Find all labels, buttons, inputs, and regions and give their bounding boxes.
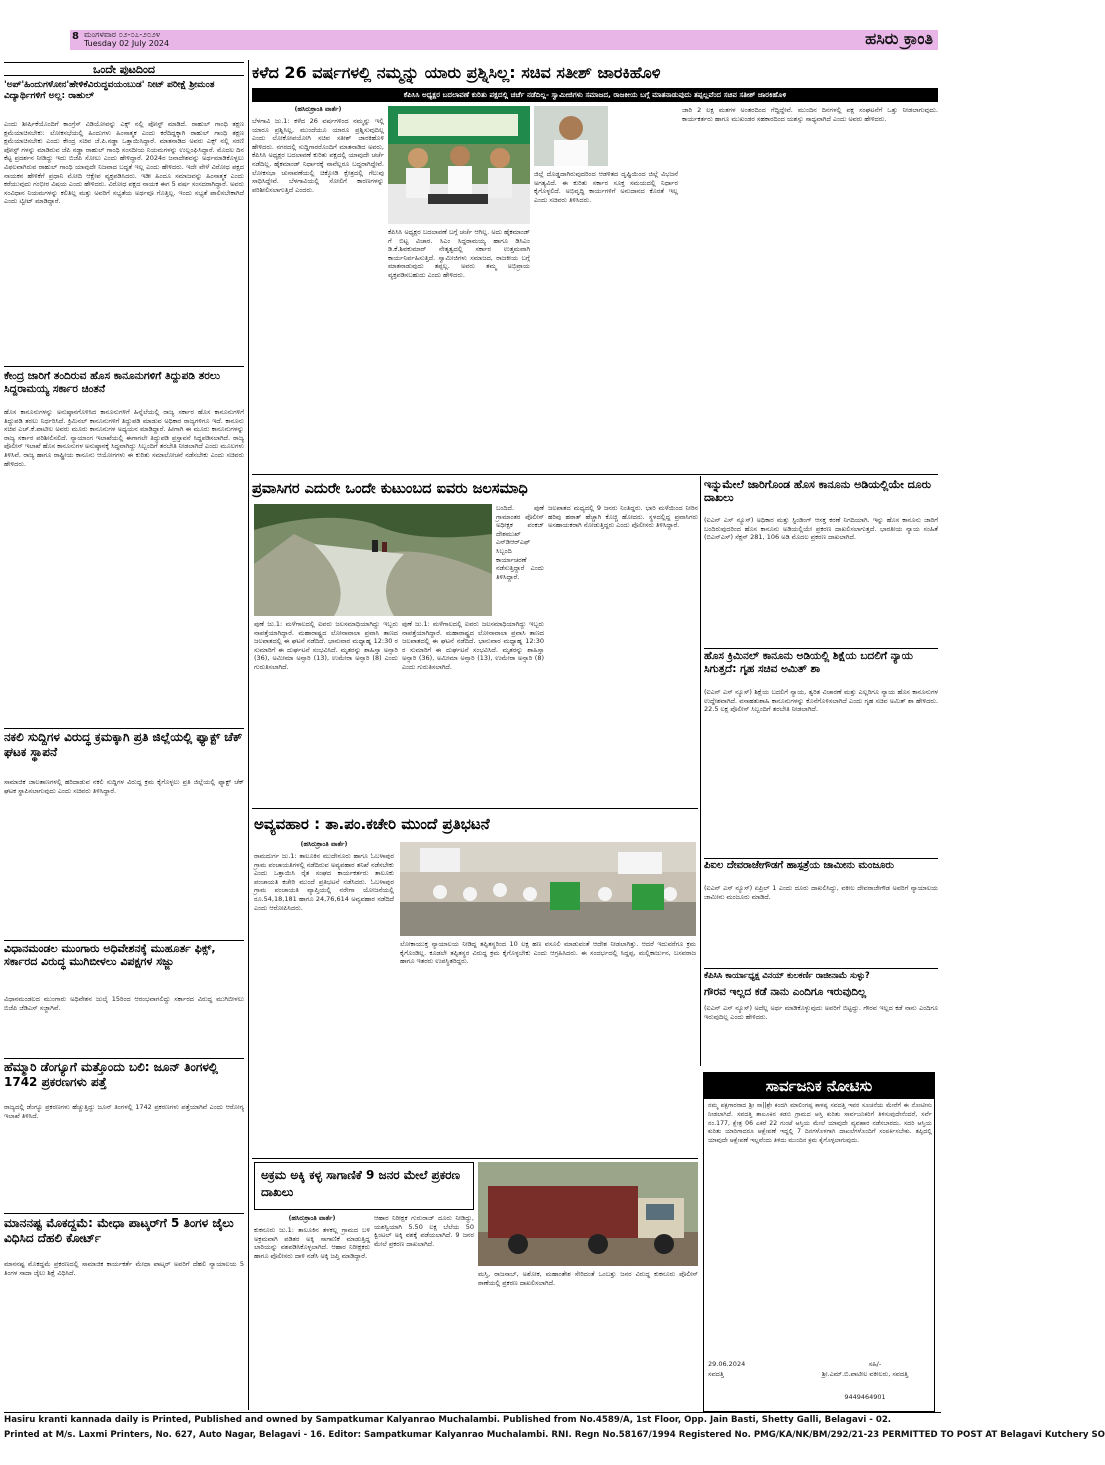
article-respect: (ಐಎನ್ ಎಸ್ ನ್ಯೂಸ್) ಅದೆಲ್ಲ ಅರ್ಥ ಮಾಡಿಕೊಳ್ಳುವುದು ಅವರಿಗೆ ಬಿಟ್ಟದ್ದು. ಗೌರವ ಇಲ್ಲದ ಕಡೆ ನಾನು ಎಂದಿಗೂ ಇರುವುದಿಲ್ಲ ಎಂದು ಹೇಳಿದರು. <box>704 1004 938 1021</box>
footer-rule <box>4 1412 941 1413</box>
protest-body-col2: ಲೋಕಾಯುಕ್ತ ನ್ಯಾಯಾಲಯ ನೀಡಿದ್ದ ತಪ್ಪಿತಸ್ಥರಿಂದ 10 ಲಕ್ಷ ಹಣ ವಸೂಲಿ ಮಾಡುವಂತೆ ಆದೇಶ ನೀಡಲಾಗಿತ್ತು. ಆದರೆ ಇದುವರೆಗೂ ಕ್ರಮ ಕೈಗೊಂಡಿಲ್ಲ. ಕೂಡಲೇ ತಪ್ಪಿತಸ್ಥರ ವಿರುದ್ಧ ಕ್ರಮ ಕೈಗೊಳ್ಳಬೇಕು ಎಂದು ಆಗ್ರಹಿಸಿದರು. ಈ ಸಂದರ್ಭದಲ್ಲಿ ಸಿದ್ದಪ್ಪ, ಮಲ್ಲಿಕಾರ್ಜುನ, ಬಸವರಾಜ ಹಾಗೂ ಇತರರು ಉಪಸ್ಥಿತರಿದ್ದರು. <box>400 940 696 966</box>
divider <box>704 648 938 649</box>
lead-body-col1: ಬೆಳಗಾವಿ ಜು.1: ಕಳೆದ 26 ವರ್ಷಗಳಿಂದ ನಮ್ಮನ್ನು ಇಲ್ಲಿ ಯಾರೂ ಪ್ರಶ್ನಿಸಿಲ್ಲ, ಮುಂದೆಯೂ ಯಾರೂ ಪ್ರಶ್ನಿಸುವುದಿಲ್ಲ ಎಂದು ಲೋಕೋಪಯೋಗಿ ಸಚಿವ ಸತೀಶ್ ಜಾರಕಿಹೊಳಿ ಹೇಳಿದರು. ನಗರದಲ್ಲಿ ಸುದ್ದಿಗಾರರೊಂದಿಗೆ ಮಾತನಾಡಿದ ಅವರು, ಕೆಪಿಸಿಸಿ ಅಧ್ಯಕ್ಷರ ಬದಲಾವಣೆ ಕುರಿತು ಪಕ್ಷದಲ್ಲಿ ಯಾವುದೇ ಚರ್ಚೆ ನಡೆದಿಲ್ಲ. ಹೈಕಮಾಂಡ್ ನಿರ್ಧಾರಕ್ಕೆ ನಾವೆಲ್ಲರೂ ಬದ್ಧರಾಗಿದ್ದೇವೆ. ಲೋಕಸಭಾ ಚುನಾವಣೆಯಲ್ಲಿ ಚಿಕ್ಕೋಡಿ ಕ್ಷೇತ್ರದಲ್ಲಿ ಗೆಲುವು ಸಾಧಿಸಿದ್ದೇವೆ. ಬೆಳಗಾವಿಯಲ್ಲಿ ಸೋಲಿಗೆ ಕಾರಣಗಳನ್ನು ಪರಿಶೀಲಿಸಲಾಗುತ್ತಿದೆ ಎಂದರು. <box>252 117 384 194</box>
article-rahul: ಎಂದು ಶೀರ್ಷಿಕೆಯೊಂದಿಗೆ ಕಾಂಗ್ರೆಸ್ ವಿಡಿಯೋವನ್ನು ಎಕ್ಸ್ ನಲ್ಲಿ ಪೋಸ್ಟ್ ಮಾಡಿದೆ. ರಾಹುಲ್ ಗಾಂಧಿ ತಕ್ಷಣ ಕ್ಷಮೆಯಾಚಿಸಬೇಕು: ಲೋಕಸಭೆಯಲ್ಲಿ ಹಿಂದುಗಳು ಹಿಂಸಾತ್ಮಕ ಎಂದು ಕರೆದಿದ್ದಕ್ಕಾಗಿ ರಾಹುಲ್ ಗಾಂಧಿ ತಕ್ಷಣ ಕ್ಷಮೆಯಾಚಿಸಬೇಕು ಎಂದು ಕೇಂದ್ರ ಸಚಿವ ಜೆ.ಪಿ.ನಡ್ಡಾ ಒತ್ತಾಯಿಸಿದ್ದಾರೆ. ಮಾತನಾಡಿದ ಅವರು ಎಕ್ಸ್ ನಲ್ಲಿ ಸರಣಿ ಪೋಸ್ಟ್ ಗಳನ್ನು ಮಾಡಿರುವ ಜೆಪಿ ನಡ್ಡಾ ರಾಹುಲ್ ಗಾಂಧಿ ಸಂಸದೀಯ ನಿಯಮಗಳನ್ನು ಉಲ್ಲಂಘಿಸಿದ್ದಾರೆ. ಮೊದಲ ದಿನ ಕೆಟ್ಟ ಪ್ರದರ್ಶನ ನೀಡಿದ್ದು ಇದು ಬಿಜೆಪಿ ಸೋಲು ಎಂದು ಹೇಳಿದ್ದಾರೆ. 2024ರ ಜನಾದೇಶವನ್ನು ಅರ್ಥಮಾಡಿಕೊಳ್ಳಲು ವಿಫಲವಾಗಿರುವ ರಾಹುಲ್ ಗಾಂಧಿ ಯಾವುದೇ ನಿಜವಾದ ಬದ್ಧತೆ ಇಲ್ಲ ಎಂದು ಹೇಳಿದರು. ಇದೇ ವೇಳೆ ವಿರೋಧ ಪಕ್ಷದ ನಾಯಕನ ಹೇಳಿಕೆಗೆ ಪ್ರಧಾನಿ ಮೋದಿ ಆಕ್ಷೇಪ ವ್ಯಕ್ತಪಡಿಸಿದರು. ಇಡೀ ಹಿಂದೂ ಸಮಾಜವನ್ನು ಹಿಂಸಾತ್ಮಕ ಎಂದು ಕರೆಯುವುದು ಗಂಭೀರ ವಿಷಯ ಎಂದು ಹೇಳಿದರು. ವಿರೋಧ ಪಕ್ಷದ ನಾಯಕ ಈಗ 5 ವರ್ಷ ಸಂಸದರಾಗಿದ್ದಾರೆ. ಅವರು ಸಂವಿಧಾನ ನಿಯಮಗಳನ್ನು ಕಲಿತಿಲ್ಲ ಮತ್ತು ಅವರಿಗೆ ಸಭ್ಯತೆಯ ಅರ್ಥವೂ ಗೊತ್ತಿಲ್ಲ. ಇಂದು ಸಭ್ಯತೆ ಪಾಲಿಸಬೇಕಾಗಿದೆ ಎಂದು ಟ್ವೀಟ್ ಮಾಡಿದ್ದಾರೆ. <box>4 120 244 206</box>
divider <box>252 1158 698 1159</box>
lead-dateline: (ಹಸಿರುಕ್ರಾಂತಿ ವಾರ್ತೆ) <box>294 105 342 113</box>
article-devarajegowda: (ಐಎನ್ ಎಸ್ ನ್ಯೂಸ್) ಏಪ್ರಿಲ್ 1 ಎಂದು ದೂರು ದಾಖಲಿಸಿದ್ದು, ವಕೀಲ ದೇವರಾಜೇಗೌಡ ಅವರಿಗೆ ನ್ಯಾಯಾಲಯ ಜಾಮೀನು ಮಂಜೂರು ಮಾಡಿದೆ. <box>704 884 938 901</box>
protest-dateline: (ಹಸಿರುಕ್ರಾಂತಿ ವಾರ್ತೆ) <box>300 840 348 848</box>
divider <box>4 728 244 729</box>
page-number: 8 <box>72 31 79 42</box>
notice-signature: ಸಹಿ/- <box>868 1360 882 1368</box>
headline-new-law-fir: ಇನ್ನುಮೇಲೆ ಜಾರಿಗೊಂಡ ಹೊಸ ಕಾನೂನು ಅಡಿಯಲ್ಲಿಯೇ ದೂರು ದಾಖಲು <box>704 478 932 505</box>
notice-advocate: ಶ್ರೀ.ಎಮ್.ಬಿ.ಪಾಟೀಲ ವಕೀಲರು, ಸವದತ್ತಿ <box>821 1370 909 1378</box>
notice-body: ನಮ್ಮ ಪಕ್ಷಗಾರರಾದ ಶ್ರೀ ಸಾ||ಶ್ರೇ ಕಂದಗಿ ಮಾಲಿಂಗಪ್ಪ ಕಾಳಪ್ಪ ಸವದತ್ತಿ ಇವರ ಸೂಚನೆಯ ಮೇರೆಗೆ ಈ ನೋಟೀಸು ನೀಡಲಾಗಿದೆ. ಸವದತ್ತಿ ತಾಲೂಕಿನ ಕಡಬಿ ಗ್ರಾಮದ ಆಸ್ತಿ ಕುರಿತು ಸಾರ್ವಜನಿಕರಿಗೆ ತಿಳಿಸುವುದೇನೆಂದರೆ, ಸರ್ವೆ ನಂ.177, ಕ್ಷೇತ್ರ 06 ಎಕರೆ 22 ಗುಂಟೆ ಆಸ್ತಿಯ ಮೇಲೆ ಯಾವುದೇ ವ್ಯವಹಾರ ನಡೆಸಬಾರದು. ಸದರಿ ಆಸ್ತಿಯ ಕುರಿತು ಯಾರಿಗಾದರೂ ಆಕ್ಷೇಪಣೆ ಇದ್ದಲ್ಲಿ 7 ದಿನಗಳೊಳಗಾಗಿ ದಾಖಲೆಗಳೊಂದಿಗೆ ಸಂಪರ್ಕಿಸಬೇಕು. ತಪ್ಪಿದಲ್ಲಿ ಯಾವುದೇ ಆಕ್ಷೇಪಣೆ ಇಲ್ಲವೆಂದು ತಿಳಿದು ಮುಂದಿನ ಕ್ರಮ ಕೈಗೊಳ್ಳಲಾಗುವುದು. <box>708 1102 932 1145</box>
divider <box>704 968 938 969</box>
headline-respect: ಗೌರವ ಇಲ್ಲದ ಕಡೆ ನಾನು ಎಂದಿಗೂ ಇರುವುದಿಲ್ಲ <box>704 986 867 998</box>
minister-portrait <box>534 106 608 166</box>
lead-body-col2: ಕೆಪಿಸಿಸಿ ಅಧ್ಯಕ್ಷರ ಬದಲಾವಣೆ ಬಗ್ಗೆ ಚರ್ಚೆ ಆಗಿಲ್ಲ. ಅದು ಹೈಕಮಾಂಡ್ ಗೆ ಬಿಟ್ಟ ವಿಚಾರ. ಸಿಎಂ ಸಿದ್ದರಾಮಯ್ಯ ಹಾಗೂ ಡಿಸಿಎಂ ಡಿ.ಕೆ.ಶಿವಕುಮಾರ್ ನೇತೃತ್ವದಲ್ಲಿ ಸರ್ಕಾರ ಉತ್ತಮವಾಗಿ ಕಾರ್ಯನಿರ್ವಹಿಸುತ್ತಿದೆ. ಸ್ವಾಮೀಜಿಗಳು ಸಮಾಜದ, ರಾಜಕೀಯ ಬಗ್ಗೆ ಮಾತನಾಡುವುದು ತಪ್ಪಲ್ಲ. ಅವರು ತಮ್ಮ ಅಭಿಪ್ರಾಯ ವ್ಯಕ್ತಪಡಿಸಬಹುದು ಎಂದು ಹೇಳಿದರು. <box>388 228 530 279</box>
flood-body-side: ಬಂದಿದೆ. ಪುಣೆ ಗ್ರಾಮಾಂತರ ಪೊಲೀಸ್ ಅಧೀಕ್ಷಕ ಪಂಕಜ್ ದೇಶಮುಖ್ ಎನ್‌ಡಿಆರ್‌ಎಫ್ ಸಿಬ್ಬಂದಿ ಕಾರ್ಯಾಚರಣೆ ನಡೆಸುತ್ತಿದ್ದಾರೆ ಎಂದು ತಿಳಿಸಿದ್ದಾರೆ. <box>496 504 544 581</box>
flood-body-col1: ಪುಣೆ ಜು.1: ಮಳೆಗಾಲದಲ್ಲಿ ಐವರು ಜಲಸಮಾಧಿಯಾಗಿದ್ದು ಇಬ್ಬರು ನಾಪತ್ತೆಯಾಗಿದ್ದಾರೆ. ಮಹಾರಾಷ್ಟ್ರದ ಲೋನಾವಾಲಾ ಪ್ರವಾಸಿ ತಾಣದ ಜಲಪಾತದಲ್ಲಿ ಈ ಘಟನೆ ನಡೆದಿದೆ. ಭಾನುವಾರ ಮಧ್ಯಾಹ್ನ 12:30 ರ ಸುಮಾರಿಗೆ ಈ ದುರ್ಘಟನೆ ಸಂಭವಿಸಿದೆ. ಮೃತರನ್ನು ಶಾಹಿಸ್ತಾ ಅನ್ಸಾರಿ (36), ಅಮೀಮಾ ಅನ್ಸಾರಿ (13), ಉಮೇರಾ ಅನ್ಸಾರಿ (8) ಎಂದು ಗುರುತಿಸಲಾಗಿದೆ. <box>254 620 398 671</box>
divider <box>4 1058 244 1059</box>
protest-body-col1: ರಾಮದುರ್ಗ ಜು.1: ತಾಲೂಕಿನ ಮುದೇನೂರು ಹಾಗೂ ಓಬಳಾಪುರ ಗ್ರಾಮ ಪಂಚಾಯತಿಗಳಲ್ಲಿ ನಡೆದಿರುವ ಅವ್ಯವಹಾರ ತನಿಖೆ ನಡೆಸಬೇಕು ಎಂದು ಒತ್ತಾಯಿಸಿ ರೈತ ಸಂಘದ ಕಾರ್ಯಕರ್ತರು ತಾಲೂಕು ಪಂಚಾಯತಿ ಕಚೇರಿ ಮುಂದೆ ಪ್ರತಿಭಟನೆ ನಡೆಸಿದರು. ಓಬಳಾಪುರ ಗ್ರಾಮ ಪಂಚಾಯತಿ ವ್ಯಾಪ್ತಿಯಲ್ಲಿ ನರೇಗಾ ಯೋಜನೆಯಲ್ಲಿ ರೂ.54,18,181 ಹಾಗೂ 24,76,614 ಅವ್ಯವಹಾರ ನಡೆದಿದೆ ಎಂದು ಆರೋಪಿಸಿದರು. <box>254 852 394 912</box>
article-fact-check: ಸಾಮಾಜಿಕ ಜಾಲತಾಣಗಳಲ್ಲಿ ಹರಿದಾಡುವ ನಕಲಿ ಸುದ್ದಿಗಳ ವಿರುದ್ಧ ಕ್ರಮ ಕೈಗೊಳ್ಳಲು ಪ್ರತಿ ಜಿಲ್ಲೆಯಲ್ಲಿ ಫ್ಯಾಕ್ಟ್ ಚೆಕ್ ಘಟಕ ಸ್ಥಾಪಿಸಲಾಗುವುದು ಎಂದು ಸಚಿವರು ತಿಳಿಸಿದ್ದಾರೆ. <box>4 778 244 795</box>
flood-spacer <box>254 480 256 482</box>
notice-phone: 9449464901 <box>844 1393 886 1401</box>
divider <box>4 940 244 941</box>
lead-body-col3: ಜಿಲ್ಲೆ ದೊಡ್ಡದಾಗಿರುವುದರಿಂದ ಆಡಳಿತದ ದೃಷ್ಟಿಯಿಂದ ಜಿಲ್ಲೆ ವಿಭಜನೆ ಅಗತ್ಯವಿದೆ. ಈ ಕುರಿತು ಸರ್ಕಾರ ಸೂಕ್ತ ಸಮಯದಲ್ಲಿ ನಿರ್ಧಾರ ಕೈಗೊಳ್ಳಲಿದೆ. ಅಭಿವೃದ್ಧಿ ಕಾರ್ಯಗಳಿಗೆ ಅನುದಾನದ ಕೊರತೆ ಇಲ್ಲ ಎಂದು ಸಚಿವರು ತಿಳಿಸಿದರು. <box>534 170 678 204</box>
footer-imprint-line2: Printed at M/s. Laxmi Printers, No. 627, Auto Nagar, Belagavi - 16. Editor: Sampatkumar Kalyanrao Muchalambi. RNI. Regn No.58167/1994 Registered No. PMG/KA/NK/BM/292/21-23 PERMITTED TO POST AT Belagavi Kutchery SO <box>4 1430 1105 1440</box>
masthead: ಹಸಿರು ಕ್ರಾಂತಿ <box>865 29 933 48</box>
article-new-laws: ಹೊಸ ಕಾನೂನುಗಳನ್ನು ಅನುಷ್ಠಾನಗೊಳಿಸಿದ ಕಾನೂನುಗಳಿಗೆ ಹಿನ್ನೆಲೆಯಲ್ಲಿ ರಾಜ್ಯ ಸರ್ಕಾರ ಹೊಸ ಕಾನೂನುಗಳಿಗೆ ತಿದ್ದುಪಡಿ ತರಲು ನಿರ್ಧರಿಸಿದೆ. ಕ್ರಿಮಿನಲ್ ಕಾನೂನುಗಳಿಗೆ ತಿದ್ದುಪಡಿ ಮಾಡುವ ಅಧಿಕಾರ ರಾಜ್ಯಗಳಿಗೂ ಇದೆ. ಕಾನೂನು ಸಚಿವ ಎಚ್.ಕೆ.ಪಾಟೀಲ ಅವರು ಮೂರು ಕಾನೂನುಗಳ ಅಧ್ಯಯನ ಮಾಡಿದ್ದಾರೆ. ಹೀಗಾಗಿ ಈ ಮೂರು ಕಾನೂನುಗಳನ್ನು ರಾಜ್ಯ ಸರ್ಕಾರ ಪರಿಶೀಲಿಸಲಿದೆ. ನ್ಯಾಯಾಂಗ ಇಲಾಖೆಯಲ್ಲಿ ಈಗಾಗಲೇ ತಿದ್ದುಪಡಿ ಪ್ರಸ್ತಾವನೆ ಸಿದ್ಧಪಡಿಸಲಾಗಿದೆ. ರಾಜ್ಯ ಪೊಲೀಸ್ ಇಲಾಖೆ ಹೊಸ ಕಾನೂನುಗಳ ಅನುಷ್ಠಾನಕ್ಕೆ ಸಿದ್ಧವಾಗಿದ್ದು ಸಿಬ್ಬಂದಿಗೆ ತರಬೇತಿ ನೀಡಲಾಗಿದೆ ಎಂದು ಮೂಲಗಳು ತಿಳಿಸಿವೆ. ರಾಜ್ಯ ಹಾಗೂ ರಾಷ್ಟ್ರೀಯ ಕಾನೂನು ಆಯೋಗಗಳು ಈ ಕುರಿತು ಸಮಾಲೋಚನೆ ನಡೆಸಬೇಕು ಎಂದು ಸಚಿವರು ಹೇಳಿದರು. <box>4 408 244 468</box>
headline-devarajegowda: ಪಿಐಲ ದೇವರಾಜೇಗೌಡಗೆ ಹಾಸ್ಪತ್ರೆಯ ಜಾಮೀನು ಮಂಜೂರು <box>704 860 894 871</box>
rice-headline-box <box>254 1162 474 1210</box>
lead-body-col4: ಜಾರಿ 2 ಲಕ್ಷ ಮತಗಳ ಅಂತರದಿಂದ ಗೆದ್ದಿದ್ದೇವೆ. ಮುಂದಿನ ದಿನಗಳಲ್ಲಿ ಪಕ್ಷ ಸಂಘಟನೆಗೆ ಒತ್ತು ನೀಡಲಾಗುವುದು. ಕಾರ್ಯಕರ್ತರು ಹಾಗೂ ಮುಖಂಡರ ಸಹಕಾರದಿಂದ ಯಶಸ್ಸು ಸಾಧ್ಯವಾಗಿದೆ ಎಂದು ಅವರು ಹೇಳಿದರು. <box>682 106 938 123</box>
notice-title: ಸಾರ್ವಜನಿಕ ನೋಟಿಸು <box>704 1073 934 1099</box>
lead-headline: ಕಳೆದ 26 ವರ್ಷಗಳಲ್ಲಿ ನಮ್ಮನ್ನು ಯಾರು ಪ್ರಶ್ನಿಸಿಲ್ಲ: ಸಚಿವ ಸತೀಶ್ ಜಾರಕಿಹೊಳಿ <box>252 63 661 82</box>
lead-press-photo <box>388 106 530 224</box>
divider <box>252 474 938 475</box>
protest-photo <box>400 842 696 936</box>
section-label: ಒಂದೇ ಪುಟದಿಂದ <box>4 62 244 76</box>
article-session: ವಿಧಾನಮಂಡಲದ ಮುಂಗಾರು ಅಧಿವೇಶನ ಜುಲೈ 15ರಿಂದ ಆರಂಭವಾಗಲಿದ್ದು ಸರ್ಕಾರದ ವಿರುದ್ಧ ಮುಗಿಬೀಳಲು ಬಿಜೆಪಿ ಜೆಡಿಎಸ್ ಸಜ್ಜಾಗಿವೆ. <box>4 995 244 1012</box>
column-rule <box>700 476 701 1066</box>
rice-body-col3: ಮಸ್ತಿ, ರಾಜಸಾಬ್, ಅಶೋಕ, ಮಹಾಂತೇಶ ಸೇರಿದಂತೆ ಒಂಬತ್ತು ಜನರ ವಿರುದ್ಧ ಕುಕನೂರು ಪೊಲೀಸ್ ಠಾಣೆಯಲ್ಲಿ ಪ್ರಕರಣ ದಾಖಲಿಸಲಾಗಿದೆ. <box>478 1270 698 1287</box>
date-english: Tuesday 02 July 2024 <box>84 39 170 48</box>
flood-body-col2: ಪುಣೆ ಜು.1: ಮಳೆಗಾಲದಲ್ಲಿ ಐವರು ಜಲಸಮಾಧಿಯಾಗಿದ್ದು ಇಬ್ಬರು ನಾಪತ್ತೆಯಾಗಿದ್ದಾರೆ. ಮಹಾರಾಷ್ಟ್ರದ ಲೋನಾವಾಲಾ ಪ್ರವಾಸಿ ತಾಣದ ಜಲಪಾತದಲ್ಲಿ ಈ ಘಟನೆ ನಡೆದಿದೆ. ಭಾನುವಾರ ಮಧ್ಯಾಹ್ನ 12:30 ರ ಸುಮಾರಿಗೆ ಈ ದುರ್ಘಟನೆ ಸಂಭವಿಸಿದೆ. ಮೃತರನ್ನು ಶಾಹಿಸ್ತಾ ಅನ್ಸಾರಿ (36), ಅಮೀಮಾ ಅನ್ಸಾರಿ (13), ಉಮೇರಾ ಅನ್ಸಾರಿ (8) ಎಂದು ಗುರುತಿಸಲಾಗಿದೆ. <box>402 620 544 671</box>
rice-body-col2: ಆಹಾರ ನಿರೀಕ್ಷಕ ಗುರುರಾಜ್ ದೂರು ನೀಡಿದ್ದು, ಯಶಸ್ವಿಯಾಗಿ 5.50 ಲಕ್ಷ ಬೆಲೆಯ 50 ಕ್ವಿಂಟಲ್ ಅಕ್ಕಿ ವಶಕ್ಕೆ ಪಡೆಯಲಾಗಿದೆ. 9 ಜನರ ಮೇಲೆ ಪ್ರಕರಣ ದಾಖಲಾಗಿದೆ. <box>374 1214 474 1248</box>
headline-dengue: ಹೆಮ್ಮಾರಿ ಡೆಂಗ್ಯೂಗೆ ಮತ್ತೊಂದು ಬಲಿ: ಜೂನ್ ತಿಂಗಳಲ್ಲಿ 1742 ಪ್ರಕರಣಗಳು ಪತ್ತೆ <box>4 1060 218 1089</box>
rice-headline: ಅಕ್ರಮ ಅಕ್ಕಿ ಕಳ್ಳ ಸಾಗಾಣಿಕೆ 9 ಜನರ ಮೇಲೆ ಪ್ರಕರಣ ದಾಖಲು <box>261 1168 461 1199</box>
headline-session: ವಿಧಾನಮಂಡಲ ಮುಂಗಾರು ಅಧಿವೇಶನಕ್ಕೆ ಮುಹೂರ್ತ ಫಿಕ್ಸ್, ಸರ್ಕಾರದ ವಿರುದ್ಧ ಮುಗಿಬೀಳಲು ವಿಪಕ್ಷಗಳ ಸಜ್ಜು <box>4 942 216 969</box>
divider <box>252 808 698 809</box>
flood-headline: ಪ್ರವಾಸಿಗರ ಎದುರೇ ಒಂದೇ ಕುಟುಂಬದ ಐವರು ಜಲಸಮಾಧಿ <box>252 481 528 497</box>
column-rule <box>248 60 249 1410</box>
article-dengue: ರಾಜ್ಯದಲ್ಲಿ ಡೆಂಗ್ಯೂ ಪ್ರಕರಣಗಳು ಹೆಚ್ಚುತ್ತಿದ್ದು ಜೂನ್ ತಿಂಗಳಲ್ಲಿ 1742 ಪ್ರಕರಣಗಳು ಪತ್ತೆಯಾಗಿವೆ ಎಂದು ಆರೋಗ್ಯ ಇಲಾಖೆ ತಿಳಿಸಿದೆ. <box>4 1103 244 1120</box>
footer-imprint-line1: Hasiru kranti kannada daily is Printed, Published and owned by Sampatkumar Kalyanrao Muchalambi. Published from No.4589/A, 1st Floor, Opp. Jain Basti, Shetty Galli, Belagavi - 02. <box>4 1415 892 1425</box>
header-strip <box>70 30 938 50</box>
notice-place: ಸವದತ್ತಿ <box>708 1370 724 1378</box>
protest-headline: ಅವ್ಯವಹಾರ : ತಾ.ಪಂ.ಕಚೇರಿ ಮುಂದೆ ಪ್ರತಿಭಟನೆ <box>254 815 490 833</box>
waterfall-photo <box>254 504 492 616</box>
rice-dateline: (ಹಸಿರುಕ್ರಾಂತಿ ವಾರ್ತೆ) <box>288 1214 336 1222</box>
notice-date: 29.06.2024 <box>708 1360 746 1368</box>
headline-vinay-kulkarni: ಕೆಪಿಸಿಸಿ ಕಾರ್ಯಾಧ್ಯಕ್ಷ ವಿನಯ್ ಕುಲಕರ್ಣಿ ರಾಜೀನಾಮೆ ಸುಳ್ಳು? <box>704 970 870 980</box>
divider <box>704 858 938 859</box>
headline-rahul: 'ಅಪ್'ಹಿಂದುಗಳೋನ'ಹೇಳಿಕೆವಿರುದ್ಧವಯಂಬುಡ' ನೀಟ್ ಪರೀಕ್ಷೆ ಶ್ರೀಮಂತ ವಿದ್ಯಾರ್ಥಿಗಳಿಗೆ ಅಲ್ಲ: ರಾಹುಲ್ <box>4 80 215 101</box>
divider <box>4 1213 244 1214</box>
divider <box>4 366 244 367</box>
rice-truck-photo <box>478 1162 698 1266</box>
rice-body-col1: ಕುಕನೂರು ಜು.1: ತಾಲೂಕಿನ ತಳಕಲ್ಲ ಗ್ರಾಮದ ಬಳಿ ಅಕ್ರಮವಾಗಿ ಪಡಿತರ ಅಕ್ಕಿ ಸಾಗಾಣಿಕೆ ಮಾಡುತ್ತಿದ್ದ ಲಾರಿಯನ್ನು ವಶಪಡಿಸಿಕೊಳ್ಳಲಾಗಿದೆ. ಆಹಾರ ನಿರೀಕ್ಷಕರು ಹಾಗೂ ಪೊಲೀಸರು ದಾಳಿ ನಡೆಸಿ ಅಕ್ಕಿ ಜಪ್ತಿ ಮಾಡಿದ್ದಾರೆ. <box>254 1226 370 1260</box>
headline-amit-shah: ಹೊಸ ಕ್ರಿಮಿನಲ್ ಕಾನೂನು ಅಡಿಯಲ್ಲಿ ಶಿಕ್ಷೆಯ ಬದಲಿಗೆ ನ್ಯಾಯ ಸಿಗುತ್ತದೆ: ಗೃಹ ಸಚಿವ ಅಮಿತ್ ಶಾ <box>704 650 913 675</box>
lead-subhead: ಕೆಪಿಸಿಸಿ ಅಧ್ಯಕ್ಷರ ಬದಲಾವಣೆ ಕುರಿತು ಪಕ್ಷದಲ್ಲಿ ಚರ್ಚೆ ನಡೆದಿಲ್ಲ- ಸ್ವಾಮೀಜಿಗಳು ಸಮಾಜದ, ರಾಜಕೀಯ ಬಗ್ಗೆ ಮಾತನಾಡುವುದು ತಪ್ಪಲ್ಲವೆಂದ ಸಚಿವ ಸತೀಶ್ ಜಾರಕಿಹೊಳಿ <box>252 88 938 102</box>
article-medha: ಮಾನನಷ್ಟ ಮೊಕದ್ದಮೆ ಪ್ರಕರಣದಲ್ಲಿ ಸಾಮಾಜಿಕ ಕಾರ್ಯಕರ್ತೆ ಮೇಧಾ ಪಾಟ್ಕರ್ ಅವರಿಗೆ ದೆಹಲಿ ನ್ಯಾಯಾಲಯ 5 ತಿಂಗಳ ಸಾದಾ ಜೈಲು ಶಿಕ್ಷೆ ವಿಧಿಸಿದೆ. <box>4 1260 244 1277</box>
article-amit-shah: (ಐಎನ್ ಎಸ್ ನ್ಯೂಸ್) ಶಿಕ್ಷೆಯ ಬದಲಿಗೆ ನ್ಯಾಯ, ತ್ವರಿತ ವಿಚಾರಣೆ ಮತ್ತು ಎಲ್ಲರಿಗೂ ನ್ಯಾಯ ಹೊಸ ಕಾನೂನುಗಳ ಉದ್ದೇಶವಾಗಿದೆ. ವಸಾಹತುಶಾಹಿ ಕಾನೂನುಗಳನ್ನು ಕೊನೆಗೊಳಿಸಲಾಗಿದೆ ಎಂದು ಗೃಹ ಸಚಿವ ಅಮಿತ್ ಶಾ ಹೇಳಿದರು. 22.5 ಲಕ್ಷ ಪೊಲೀಸ್ ಸಿಬ್ಬಂದಿಗೆ ತರಬೇತಿ ನೀಡಲಾಗಿದೆ. <box>704 688 938 714</box>
headline-new-laws: ಕೇಂದ್ರ ಜಾರಿಗೆ ತಂದಿರುವ ಹೊಸ ಕಾನೂನುಗಳಿಗೆ ತಿದ್ದುಪಡಿ ತರಲು ಸಿದ್ದರಾಮಯ್ಯ ಸರ್ಕಾರ ಚಿಂತನೆ <box>4 370 220 395</box>
article-new-law-fir: (ಐಎನ್ ಎಸ್ ನ್ಯೂಸ್) ಅಧಿಕಾರ ಮತ್ತು ಸ್ಟಿಂಡಿಂಗ್ ಆಸಕ್ತ ಕರಣೆ ನಿಗದಿಯಾಗಿ. ಇನ್ನು ಹೊಸ ಕಾನೂನು ಜಾರಿಗೆ ಬಂದಿರುವುದರಿಂದ ಹೊಸ ಕಾನೂನು ಅಡಿಯಲ್ಲಿಯೇ ಪ್ರಕರಣ ದಾಖಲಿಸಲಾಗುತ್ತದೆ. ಭಾರತೀಯ ನ್ಯಾಯ ಸಂಹಿತೆ (ಬಿಎನ್ಎಸ್) ಸೆಕ್ಷನ್ 281, 106 ಅಡಿ ಮೊದಲ ಪ್ರಕರಣ ದಾಖಲಾಗಿದೆ. <box>704 516 938 542</box>
headline-medha: ಮಾನನಷ್ಟ ಮೊಕದ್ದಮೆ: ಮೇಧಾ ಪಾಟ್ಕರ್‌ಗೆ 5 ತಿಂಗಳ ಜೈಲು ವಿಧಿಸಿದ ದೆಹಲಿ ಕೋರ್ಟ್ <box>4 1216 234 1245</box>
flood-body-col3: ಜಲಪಾತದ ಮಧ್ಯದಲ್ಲಿ 9 ಜನರು ನಿಂತಿದ್ದರು. ಭಾರಿ ಮಳೆಯಿಂದ ನೀರಿನ ಹರಿವು ಹಠಾತ್ ಹೆಚ್ಚಾಗಿ ಕೊಚ್ಚಿ ಹೋದರು. ಸ್ಥಳದಲ್ಲಿದ್ದ ಪ್ರವಾಸಿಗರು ಅಸಹಾಯಕರಾಗಿ ನೋಡುತ್ತಿದ್ದರು ಎಂದು ಪೊಲೀಸರು ತಿಳಿಸಿದ್ದಾರೆ. <box>548 504 698 530</box>
headline-fact-check: ನಕಲಿ ಸುದ್ದಿಗಳ ವಿರುದ್ಧ ಕ್ರಮಕ್ಕಾಗಿ ಪ್ರತಿ ಜಿಲ್ಲೆಯಲ್ಲಿ ಫ್ಯಾಕ್ಟ್ ಚೆಕ್ ಘಟಕ ಸ್ಥಾಪನೆ <box>4 730 243 759</box>
date-kannada: ಮಂಗಳವಾರ ೦೨-೦೭-೨೦೨೪ <box>84 30 161 39</box>
header-date <box>84 30 169 48</box>
